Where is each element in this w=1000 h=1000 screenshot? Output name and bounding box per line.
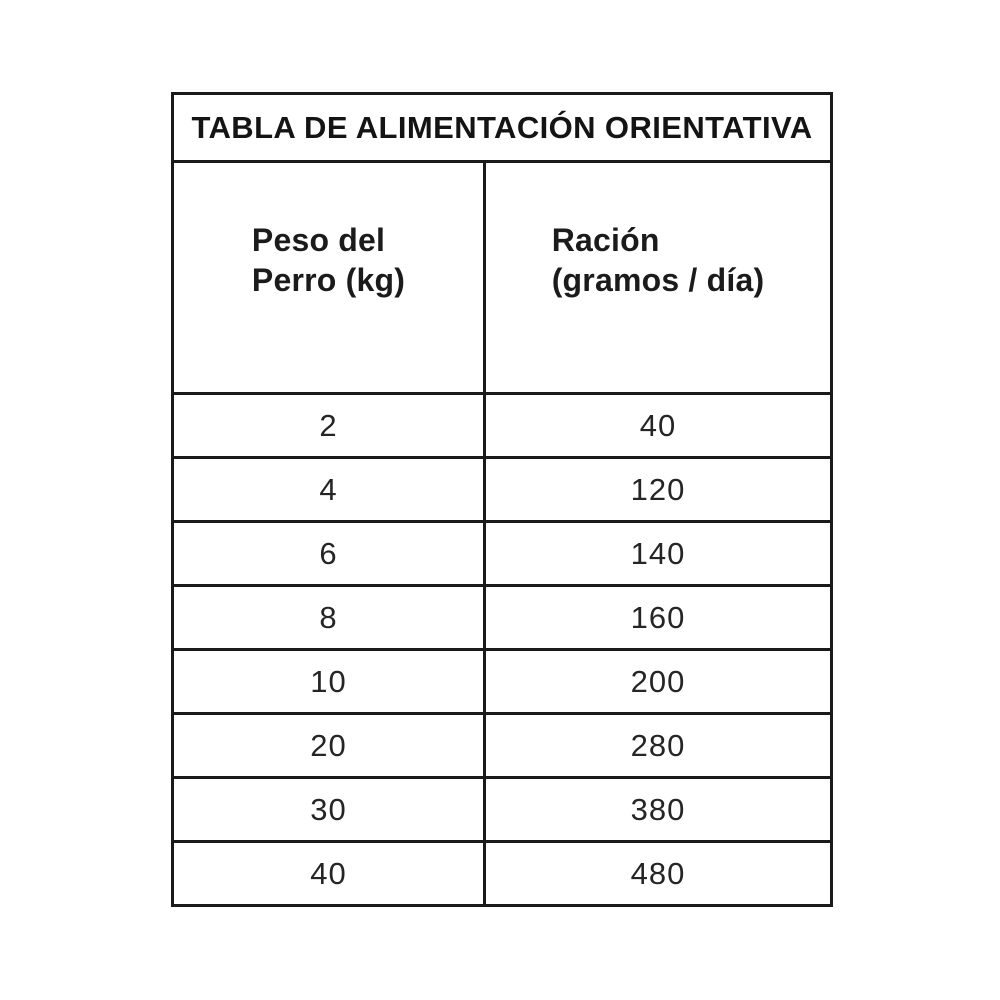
- peso-value: 8: [173, 586, 485, 650]
- title-row: [173, 94, 832, 162]
- column-header-peso-line2: Perro (kg): [251, 262, 406, 298]
- column-header-racion: [485, 162, 832, 394]
- feeding-guide-table: [171, 92, 833, 907]
- table-row: [173, 778, 832, 842]
- table-row: [173, 458, 832, 522]
- racion-value: 280: [485, 714, 832, 778]
- peso-value: 10: [173, 650, 485, 714]
- table-row: [173, 842, 832, 906]
- racion-value: 200: [485, 650, 832, 714]
- table-row: [173, 714, 832, 778]
- racion-value: 160: [485, 586, 832, 650]
- peso-value: 6: [173, 522, 485, 586]
- column-header-peso: [173, 162, 485, 394]
- table-title: TABLA DE ALIMENTACIÓN ORIENTATIVA: [173, 94, 832, 162]
- racion-value: 480: [485, 842, 832, 906]
- column-header-peso-text: [252, 220, 405, 300]
- header-row: [173, 162, 832, 394]
- peso-value: 20: [173, 714, 485, 778]
- peso-value: 4: [173, 458, 485, 522]
- peso-value: 40: [173, 842, 485, 906]
- column-header-racion-line1: Ración: [551, 222, 660, 258]
- racion-value: 120: [485, 458, 832, 522]
- table-row: [173, 394, 832, 458]
- peso-value: 2: [173, 394, 485, 458]
- column-header-peso-line1: Peso del: [251, 222, 386, 258]
- racion-value: 40: [485, 394, 832, 458]
- table-row: [173, 586, 832, 650]
- racion-value: 380: [485, 778, 832, 842]
- table-row: [173, 522, 832, 586]
- racion-value: 140: [485, 522, 832, 586]
- peso-value: 30: [173, 778, 485, 842]
- column-header-racion-text: [552, 220, 765, 300]
- table-row: [173, 650, 832, 714]
- column-header-racion-line2: (gramos / día): [551, 262, 765, 298]
